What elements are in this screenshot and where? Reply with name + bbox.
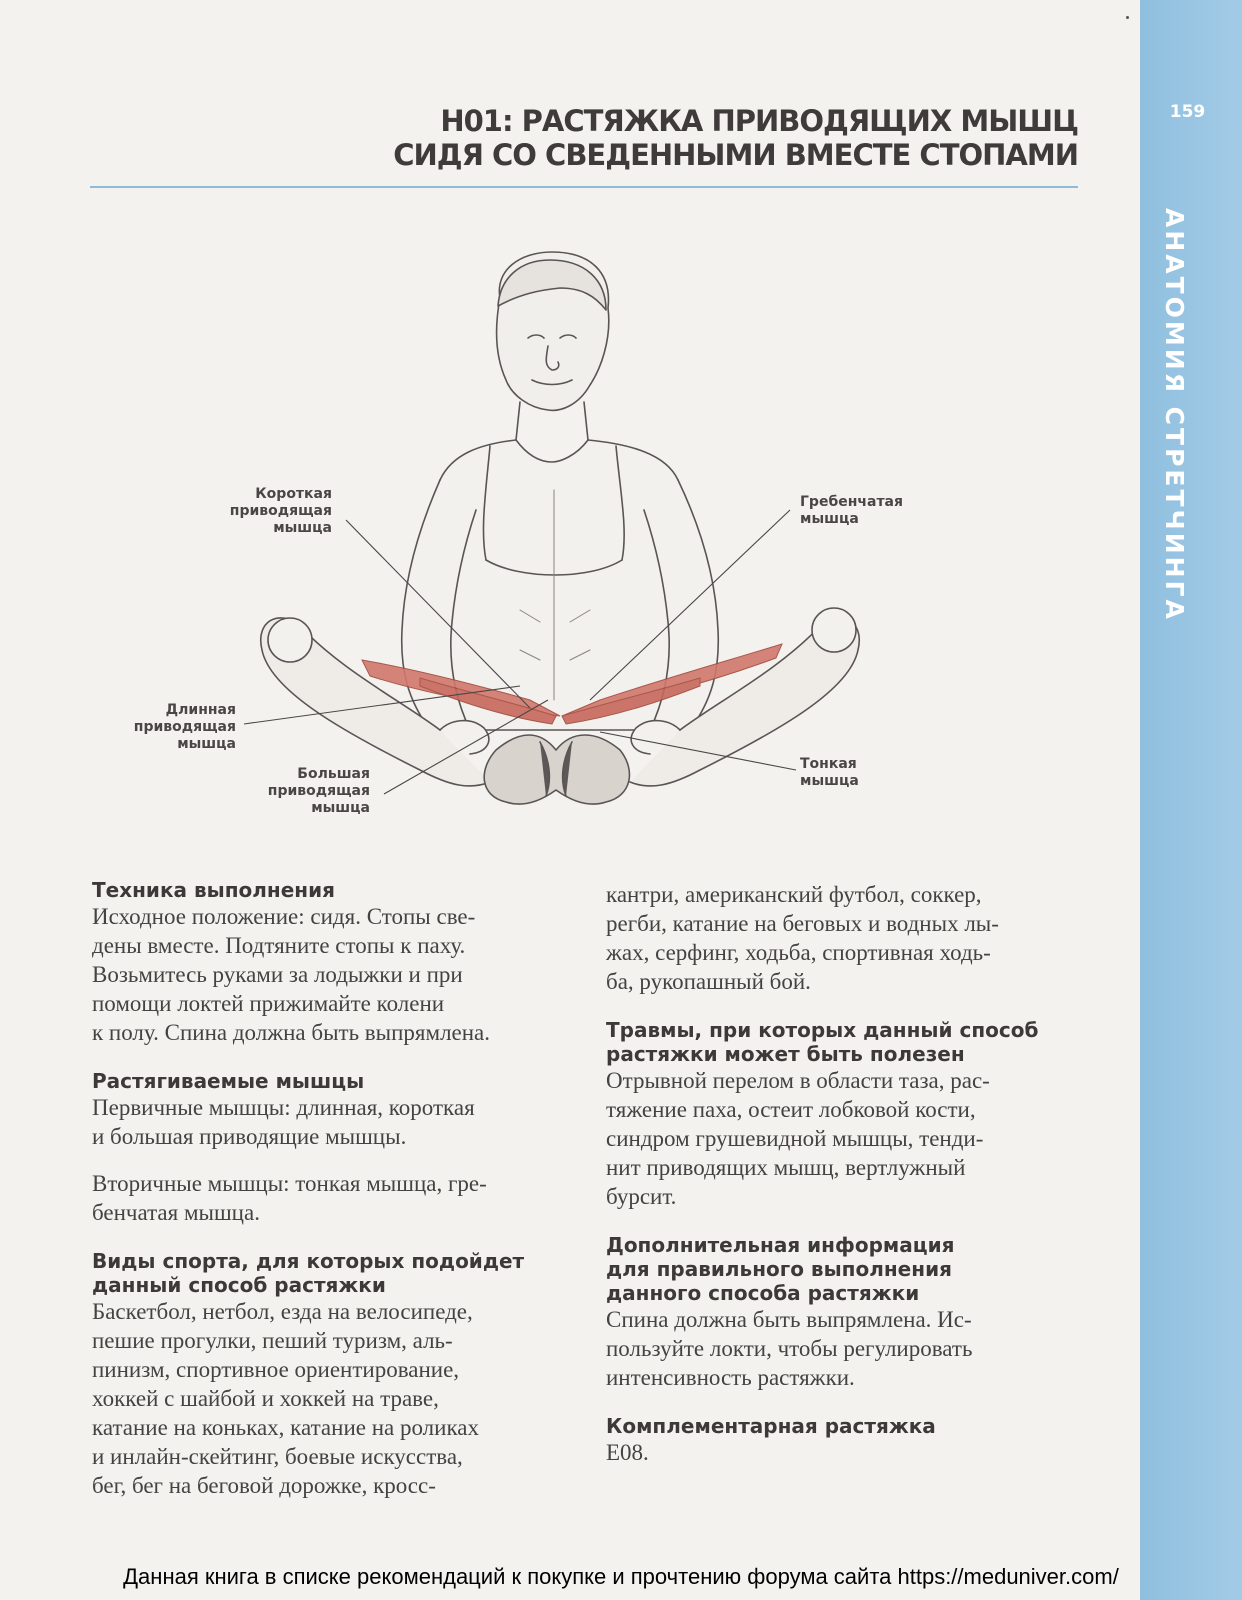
- figure-feet: [484, 735, 629, 804]
- injuries-heading: Травмы, при которых данный способ растяжки может быть полезен: [606, 1018, 1039, 1066]
- section-complementary: [606, 1414, 1086, 1467]
- figure-right-knee: [812, 608, 856, 652]
- section-sports: [92, 1249, 572, 1500]
- muscles-heading: Растягиваемые мышцы: [92, 1069, 365, 1093]
- section-muscles: [92, 1069, 572, 1227]
- section-additional: [606, 1233, 1086, 1392]
- chapter-title-vertical: [1160, 208, 1220, 622]
- label-pectineus: Гребенчатая мышца: [800, 494, 903, 527]
- muscles-secondary: Вторичные мышцы: тонкая мышца, гре- бенчатая мышца.: [92, 1171, 487, 1225]
- title-divider: [90, 186, 1078, 188]
- additional-heading: Дополнительная информация для правильного выполнения данного способа растяжки: [606, 1233, 955, 1305]
- label-great-adductor: Большая приводящая мышца: [267, 766, 370, 816]
- page-number: 159: [1169, 102, 1206, 122]
- sports-body: Баскетбол, нетбол, езда на велосипеде, пешие прогулки, пеший туризм, аль- пинизм, спортивное ориентирование, хоккей с шайбой и хоккей на траве, катание на коньках, катание на роликах и инлайн-скейтинг, боевые искусства, бег, бег на беговой дорожке, кросс-: [92, 1299, 480, 1498]
- section-injuries: [606, 1018, 1086, 1211]
- injuries-body: Отрывной перелом в области таза, рас- тяжение паха, остеит лобковой кости, синдром грушевидной мышцы, тенди- нит приводящих мышц, вертлужный бурсит.: [606, 1068, 990, 1209]
- section-technique: [92, 878, 572, 1047]
- sports-continuation: кантри, американский футбол, соккер, регби, катание на беговых и водных лы- жах, серфинг, ходьба, спортивная ходь- ба, рукопашный бой.: [606, 882, 999, 994]
- text-column-right: [606, 880, 1086, 1489]
- label-long-adductor: Длинная приводящая мышца: [133, 702, 236, 752]
- anatomy-illustration: [0, 230, 1130, 850]
- technique-body: Исходное положение: сидя. Стопы све- дены вместе. Подтяните стопы к паху. Возьмитесь руками за лодыжки и при помощи локтей прижимайте колени к полу. Спина должна быть выпрямлена.: [92, 904, 491, 1045]
- page-title: [393, 104, 1078, 172]
- footer-note: Данная книга в списке рекомендаций к покупке и прочтению форума сайта https://meduniver.com/: [123, 1564, 1119, 1589]
- complementary-body: E08.: [606, 1440, 649, 1465]
- text-column-left: [92, 878, 572, 1522]
- sports-heading: Виды спорта, для которых подойдет данный способ растяжки: [92, 1249, 525, 1297]
- complementary-heading: Комплементарная растяжка: [606, 1414, 936, 1438]
- figure-left-knee: [268, 618, 312, 662]
- label-gracilis: Тонкая мышца: [800, 756, 859, 789]
- section-sports-continued: [606, 880, 1086, 996]
- page-title-line-2: СИДЯ СО СВЕДЕННЫМИ ВМЕСТЕ СТОПАМИ: [393, 138, 1078, 172]
- scan-speck: [1126, 16, 1129, 19]
- label-short-adductor: Короткая приводящая мышца: [229, 486, 332, 536]
- page-title-line-1: H01: РАСТЯЖКА ПРИВОДЯЩИХ МЫШЦ: [440, 104, 1078, 138]
- chapter-title-text: АНАТОМИЯ СТРЕТЧИНГА: [1160, 208, 1189, 622]
- additional-body: Спина должна быть выпрямлена. Ис- пользуйте локти, чтобы регулировать интенсивность растяжки.: [606, 1307, 973, 1390]
- muscles-primary: Первичные мышцы: длинная, короткая и большая приводящие мышцы.: [92, 1095, 475, 1149]
- technique-heading: Техника выполнения: [92, 878, 335, 902]
